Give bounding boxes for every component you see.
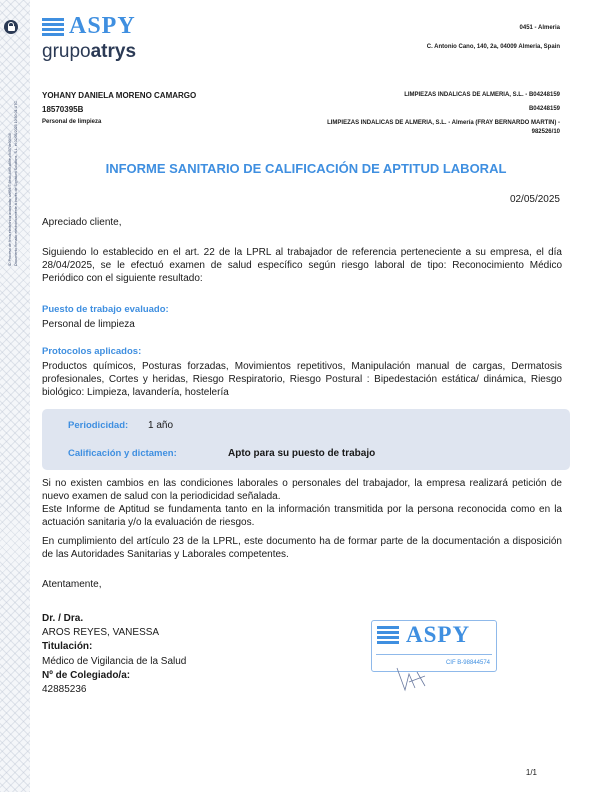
greeting: Apreciado cliente,: [42, 217, 122, 228]
signer-name: AROS REYES, VANESSA: [42, 627, 160, 638]
employee-role: Personal de limpieza: [42, 119, 102, 125]
employee-name: YOHANY DANIELA MORENO CAMARGO: [42, 91, 197, 100]
periodicidad-label: Periodicidad:: [68, 420, 129, 431]
colegiado-label: Nº de Colegiado/a:: [42, 670, 131, 681]
lock-icon: [4, 20, 18, 34]
logo-grupo: grupoatrys: [42, 41, 137, 62]
logo-brand: ASPY: [69, 13, 136, 39]
center-address: C. Antonio Cano, 140, 2a, 04009 Almeria, Spain: [426, 44, 560, 50]
employee-id: 18570395B: [42, 105, 84, 114]
closing: Atentamente,: [42, 579, 102, 590]
stamp-cif: CIF B-98844574: [445, 660, 490, 666]
center-code: 0451 - Almeria: [519, 25, 560, 31]
puesto-value: Personal de limpieza: [42, 319, 135, 330]
company-workplace: LIMPIEZAS INDALICAS DE ALMERIA, S.L. - Almería (FRAY BERNARDO MARTIN) - 982526/10: [327, 120, 560, 135]
colegiado-value: 42885236: [42, 684, 87, 695]
protocolos-label: Protocolos aplicados:: [42, 346, 142, 357]
paragraph-renewal: Si no existen cambios en las condiciones laborales o personales del trabajador, la empresa realizará petición de nuevo examen de salud con la periodicidad señalada.: [42, 478, 562, 502]
document-title: INFORME SANITARIO DE CALIFICACIÓN DE APTITUD LABORAL: [105, 161, 507, 176]
puesto-label: Puesto de trabajo evaluado:: [42, 304, 169, 315]
result-box: [42, 409, 570, 470]
aspy-bars-icon: [42, 18, 64, 36]
document-date: 02/05/2025: [509, 194, 560, 205]
intro-paragraph: Siguiendo lo establecido en el art. 22 de la LPRL al trabajador de referencia perteneciente a su empresa, el día 28/04/2025, se le efectuó examen de salud específico según riesgo laboral de tipo: Reconocimiento Médico Periódico con el siguiente resultado:: [42, 247, 562, 284]
titulacion-value: Médico de Vigilancia de la Salud: [42, 656, 187, 667]
paragraph-basis: Este Informe de Aptitud se fundamenta tanto en la información transmitida por la persona reconocida como en la actuación sanitaria y/o la evaluación de riesgos.: [42, 504, 562, 528]
paragraph-compliance: En cumplimiento del artículo 23 de la LPRL, este documento ha de formar parte de la documentación a disposición de las Autoridades Sanitarias y Laborales competentes.: [42, 536, 562, 560]
signature-side-strip: [0, 0, 30, 792]
titulacion-label: Titulación:: [42, 641, 93, 652]
calificacion-label: Calificación y dictamen:: [68, 448, 177, 459]
stamp-bars-icon: [377, 626, 399, 645]
signature-process-text: [2, 100, 28, 270]
protocolos-value: Productos químicos, Posturas forzadas, Movimientos repetitivos, Manipulación manual de cargas, Dermatosis profesionales, Cortes y heridas, Riesgo Respiratorio, Riesgo Postural : Bipedestación estática/ dinámica, Riesgo biológico: Limpieza, lavandería, hostelería: [42, 361, 562, 398]
stamp-brand: ASPY: [406, 622, 471, 647]
page-number: 1/1: [525, 768, 537, 777]
calificacion-value: Apto para su puesto de trabajo: [228, 448, 376, 459]
company-cif: B04248159: [528, 106, 560, 112]
signer-title-label: Dr. / Dra.: [42, 613, 84, 624]
signature-process-id: ID Proceso de firma electrónica avanzada: caff94f7-6ecb-4df9-a69e-c9407de00436: [8, 133, 12, 266]
company-name: LIMPIEZAS INDALICAS DE ALMERIA, S.L. - B04248159: [404, 92, 560, 98]
periodicidad-value: 1 año: [148, 420, 174, 431]
handwritten-signature: [395, 664, 435, 694]
aspy-logo: [42, 14, 172, 64]
signature-provider-note: Documento firmado electrónicamente a través de Signaturit Solutions, S.L. el 02/05/2025 10:50:01 UTC: [14, 100, 18, 266]
